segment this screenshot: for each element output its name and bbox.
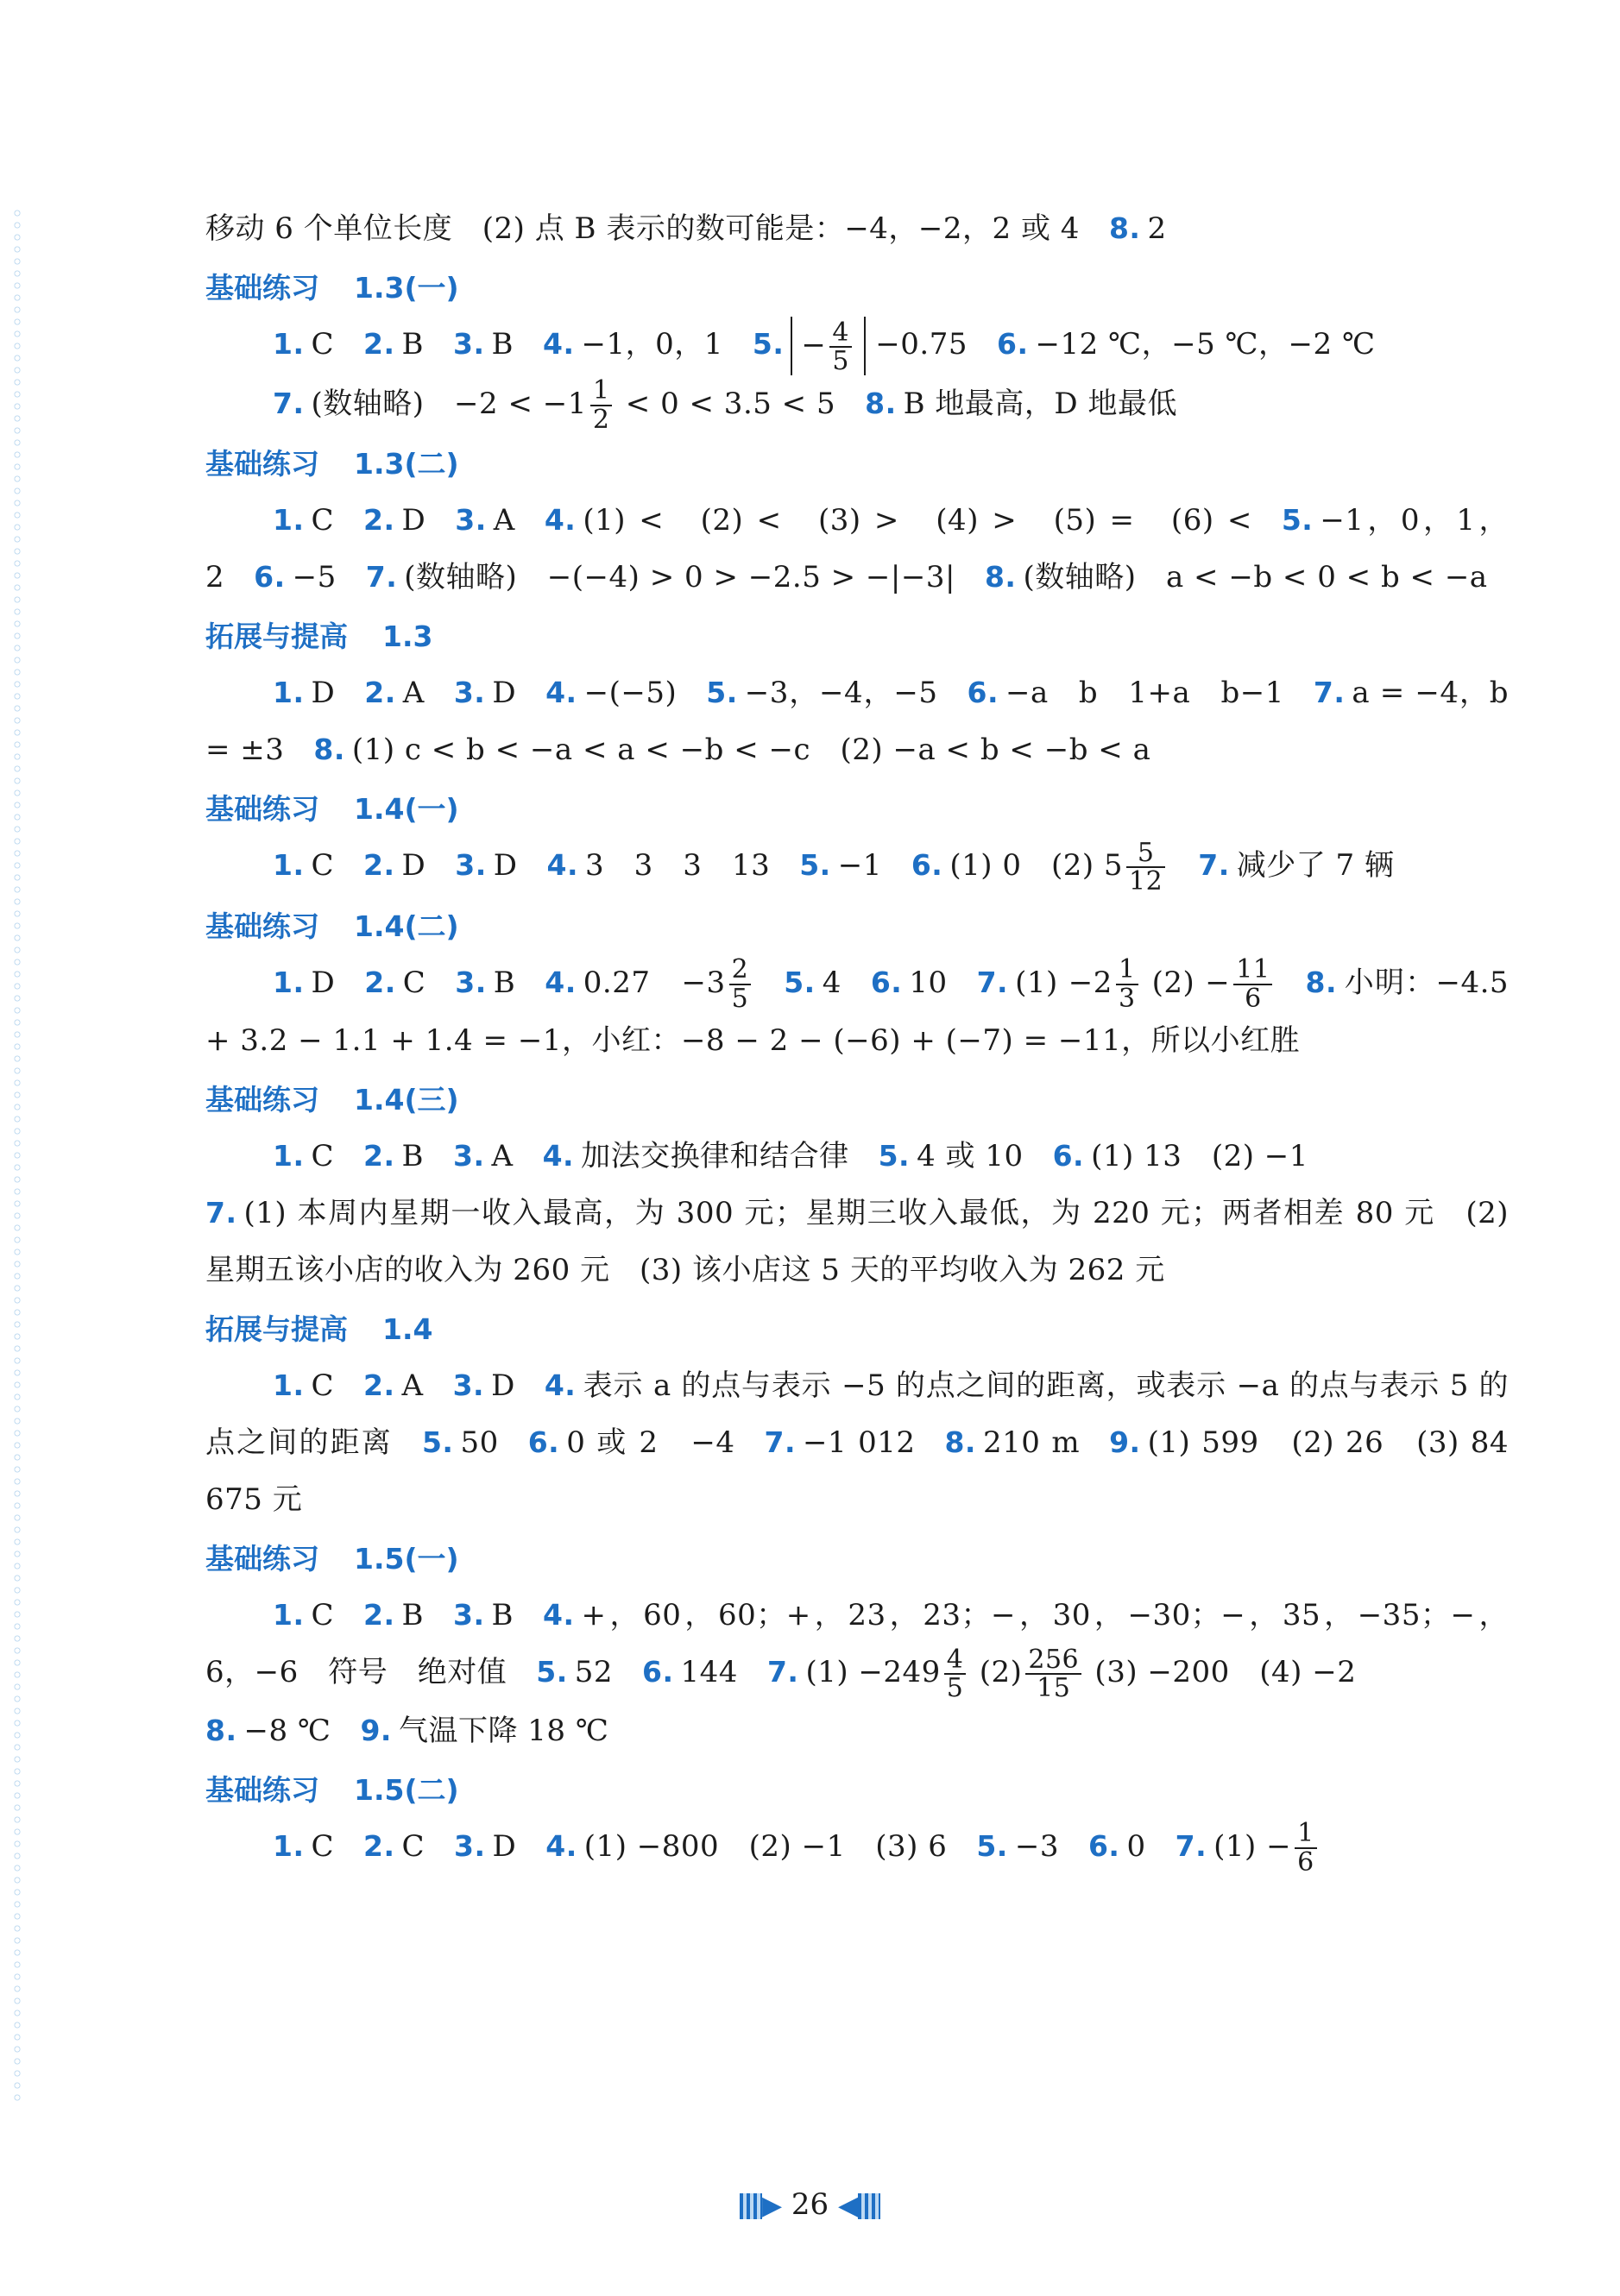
- answer-item: [363, 503, 425, 538]
- answer-text: −1，0，1: [581, 327, 723, 362]
- answer-text: −3: [1014, 1828, 1059, 1864]
- fraction-numerator: 2: [729, 956, 752, 985]
- left-bars-icon: [740, 2193, 762, 2219]
- question-number: 8.: [1305, 965, 1337, 999]
- answer-item: [360, 1714, 608, 1748]
- answer-text: (2) −: [1141, 965, 1231, 1000]
- question-number: 8.: [313, 733, 345, 767]
- answer-item: [1053, 1139, 1308, 1173]
- section-number: 1.3: [382, 620, 433, 654]
- question-number: 2.: [363, 1598, 395, 1632]
- question-number: 1.: [273, 676, 305, 710]
- answer-item: [453, 327, 514, 362]
- answer-text: 0.27 −3: [583, 965, 726, 1000]
- question-number: 7.: [976, 965, 1009, 999]
- question-number: 1.: [273, 965, 305, 999]
- question-number: 1.: [273, 1368, 305, 1403]
- answer-paragraph: [205, 1587, 1509, 1702]
- answer-paragraph: [205, 1128, 1509, 1185]
- answer-item: [454, 676, 516, 710]
- section-heading: [205, 267, 1509, 309]
- section-title: 拓展与提高: [205, 620, 348, 654]
- answer-text: D: [401, 848, 426, 884]
- question-number: 7.: [273, 386, 305, 420]
- page-number: 26: [791, 2187, 829, 2222]
- answer-item: [205, 1714, 331, 1748]
- answer-text: (1) −249: [805, 1655, 941, 1690]
- answer-item: [363, 1829, 425, 1864]
- answer-text: (1) < (2) < (3) > (4) > (5) = (6) <: [583, 503, 1252, 538]
- answer-item: [985, 560, 1488, 594]
- answer-text: D: [493, 848, 518, 884]
- question-number: 2.: [363, 848, 395, 883]
- answer-item: [455, 503, 515, 538]
- question-number: 5.: [752, 327, 785, 361]
- question-number: 6.: [1087, 1828, 1120, 1863]
- answer-text: (1) c < b < −a < a < −b < −c (2) −a < b < −b < a: [351, 733, 1151, 768]
- answer-text: B: [401, 1139, 425, 1174]
- question-number: 2.: [364, 965, 396, 999]
- right-arrow-icon: ▶: [761, 2191, 783, 2221]
- answer-item: [528, 1425, 735, 1460]
- answer-item: [545, 1829, 947, 1864]
- answer-item: [1198, 848, 1394, 883]
- fraction-denominator: 5: [731, 983, 749, 1014]
- fraction-numerator: 4: [829, 319, 852, 349]
- answer-item: [976, 954, 1276, 1014]
- fraction-denominator: 6: [1297, 1846, 1314, 1878]
- answer-text: 0 或 2 −4: [566, 1425, 735, 1461]
- fraction: [1233, 956, 1272, 1012]
- answer-item: [364, 676, 425, 710]
- answer-item: [273, 1829, 334, 1864]
- answer-item: [273, 327, 334, 362]
- question-number: 3.: [455, 503, 487, 538]
- question-number: 1.: [273, 1139, 305, 1173]
- answer-text: (1) −2: [1015, 965, 1113, 1000]
- answer-text: −1: [837, 848, 882, 884]
- answer-text: (1) 本周内星期一收入最高，为 300 元；星期三收入最低，为 220 元；两者相差 80 元 (2) 星期五该小店的收入为 260 元 (3) 该小店这 5 天的平均收入为 262 元: [205, 1196, 1509, 1288]
- answer-text: D: [311, 676, 336, 711]
- answer-item: [545, 503, 1252, 538]
- answer-text: C: [311, 1139, 335, 1174]
- question-number: 2.: [363, 1139, 395, 1173]
- answer-item: [944, 1425, 1080, 1460]
- answer-paragraph: [205, 375, 1509, 434]
- question-number: 5.: [1281, 503, 1314, 538]
- answer-text: −5: [292, 560, 337, 595]
- question-number: 7.: [205, 1196, 237, 1230]
- answer-text: (数轴略) −(−4) > 0 > −2.5 > −|−3|: [404, 560, 955, 595]
- answer-item: [455, 966, 515, 1000]
- answer-item: [1109, 211, 1167, 246]
- section-title: 基础练习: [205, 1772, 319, 1807]
- answer-text: < 0 < 3.5 < 5: [615, 386, 836, 421]
- answer-text: B: [491, 327, 514, 362]
- answer-item: [366, 560, 955, 594]
- answer-text: 52: [574, 1655, 614, 1690]
- question-number: 7.: [766, 1655, 799, 1689]
- question-number: 7.: [1198, 848, 1230, 883]
- answer-paragraph: [205, 1357, 1509, 1528]
- answer-text: (1) 0 (2) 5: [949, 848, 1124, 884]
- answer-item: [453, 1139, 514, 1173]
- fraction-numerator: 1: [1295, 1820, 1317, 1849]
- answer-text: C: [311, 848, 335, 884]
- answer-item: [363, 1368, 424, 1403]
- answer-text: 3 3 3 13: [585, 848, 771, 884]
- section-heading: [205, 616, 1509, 657]
- section-heading: [205, 1538, 1509, 1580]
- question-number: 1.: [273, 1598, 305, 1632]
- question-number: 6.: [254, 560, 286, 594]
- answer-text: 0: [1126, 1828, 1146, 1864]
- answer-text: +，60，60；+，23，23；−，30，−30；−，35，−35；−，6，−6 符号 绝对值: [205, 1598, 1509, 1690]
- answer-item: [545, 954, 754, 1014]
- section-title: 拓展与提高: [205, 1312, 348, 1347]
- question-number: 4.: [544, 1368, 577, 1403]
- question-number: 1.: [273, 848, 305, 883]
- answer-text: −1 012: [802, 1425, 916, 1461]
- answer-item: [273, 848, 334, 883]
- answer-item: [363, 848, 425, 883]
- fraction-denominator: 6: [1245, 983, 1262, 1014]
- answer-text: 减少了 7 辆: [1236, 848, 1395, 884]
- answer-text: 表示 a 的点与表示 −5 的点之间的距离，或表示 −a 的点与表示 5 的点之间的距离: [205, 1368, 1509, 1461]
- fraction: [729, 956, 752, 1012]
- section-number: 1.3(一): [354, 271, 459, 305]
- answer-paragraph: [205, 1818, 1509, 1877]
- question-number: 7.: [764, 1425, 796, 1460]
- answer-text: (数轴略) a < −b < 0 < b < −a: [1023, 560, 1488, 595]
- question-number: 6.: [870, 965, 903, 999]
- fraction: [944, 1646, 967, 1702]
- answer-text: (数轴略) −2 < −1: [311, 386, 587, 421]
- answer-text: D: [401, 503, 426, 538]
- question-number: 4.: [542, 1139, 575, 1173]
- fraction: [1116, 956, 1138, 1012]
- answer-text: 144: [680, 1655, 738, 1690]
- question-number: 6.: [527, 1425, 560, 1460]
- answer-text: (1) 13 (2) −1: [1091, 1139, 1308, 1174]
- answer-item: [865, 387, 1177, 421]
- answer-text: (2): [969, 1655, 1023, 1690]
- section-heading: [205, 1309, 1509, 1350]
- section-number: 1.5(二): [354, 1772, 459, 1807]
- answer-text: D: [491, 1368, 515, 1404]
- question-number: 4.: [545, 965, 577, 999]
- question-number: 3.: [452, 1368, 485, 1403]
- answer-item: [911, 837, 1169, 897]
- answer-text: A: [493, 503, 515, 538]
- answer-item: [273, 676, 335, 710]
- answer-text: B 地最高，D 地最低: [903, 386, 1177, 421]
- fraction-denominator: 5: [946, 1673, 964, 1704]
- answer-text: (1) 599 (2) 26 (3) 84 675 元: [205, 1425, 1509, 1518]
- binding-edge-decoration: [12, 207, 22, 2105]
- answer-text: 210 m: [982, 1425, 1081, 1461]
- section-title: 基础练习: [205, 792, 319, 827]
- answer-text: 4 或 10: [917, 1139, 1024, 1174]
- section-number: 1.5(一): [354, 1542, 459, 1576]
- fraction: [1126, 837, 1165, 897]
- section-title: 基础练习: [205, 1542, 319, 1576]
- answer-text: 加法交换律和结合律: [581, 1139, 849, 1174]
- question-number: 5.: [784, 965, 816, 999]
- answer-item: [273, 1139, 334, 1173]
- fraction-denominator: 5: [832, 346, 849, 377]
- answer-text: 气温下降 18 ℃: [398, 1713, 609, 1748]
- answer-text: A: [401, 1368, 424, 1404]
- answer-item: [879, 1139, 1024, 1173]
- fraction-denominator: 15: [1037, 1673, 1071, 1704]
- answer-text: C: [311, 1598, 335, 1633]
- question-number: 2.: [363, 327, 395, 361]
- fraction-numerator: 1: [590, 377, 613, 406]
- question-number: 6.: [967, 676, 999, 710]
- answer-item: [273, 1598, 334, 1632]
- answer-text: (1) −800 (2) −1 (3) 6: [583, 1828, 948, 1864]
- answer-text: 4: [822, 965, 842, 1000]
- fraction-numerator: 4: [944, 1646, 967, 1676]
- question-number: 2.: [363, 503, 395, 538]
- answer-item: [363, 327, 424, 362]
- answer-text: B: [401, 327, 425, 362]
- answer-item: [363, 1598, 424, 1632]
- answer-item: [453, 1368, 515, 1403]
- page-footer: [0, 2183, 1620, 2226]
- question-number: 4.: [545, 1828, 577, 1863]
- question-number: 5.: [706, 676, 738, 710]
- section-title: 基础练习: [205, 1083, 319, 1117]
- question-number: 8.: [205, 1713, 237, 1747]
- answer-paragraph: [205, 1702, 1509, 1759]
- answer-text: a = −4，b = ±3: [205, 676, 1509, 768]
- fraction-denominator: 3: [1118, 983, 1136, 1014]
- section-heading: [205, 1770, 1509, 1811]
- question-number: 8.: [944, 1425, 976, 1460]
- absolute-value: [791, 317, 866, 375]
- answer-item: [799, 848, 882, 883]
- section-heading: [205, 1079, 1509, 1121]
- answer-item: [967, 676, 1283, 710]
- answer-item: [543, 1139, 849, 1173]
- question-number: 3.: [455, 965, 487, 999]
- question-number: 5.: [878, 1139, 911, 1173]
- fraction: [1025, 1646, 1081, 1702]
- answer-paragraph: [205, 316, 1509, 375]
- question-number: 7.: [365, 560, 398, 594]
- fraction: [829, 319, 852, 375]
- section-number: 1.4(三): [354, 1083, 459, 1117]
- answer-item: [205, 211, 1080, 246]
- question-number: 2.: [363, 1828, 395, 1863]
- answer-text: −0.75: [866, 327, 968, 362]
- answer-item: [273, 966, 335, 1000]
- answer-item: [363, 1139, 424, 1173]
- answer-item: [454, 1829, 516, 1864]
- question-number: 3.: [453, 676, 486, 710]
- answer-text: D: [311, 965, 336, 1000]
- section-number: 1.4(二): [354, 909, 459, 943]
- question-number: 4.: [546, 848, 579, 883]
- section-title: 基础练习: [205, 271, 319, 305]
- question-number: 1.: [273, 503, 305, 538]
- answer-text: B: [493, 965, 516, 1000]
- fraction: [1295, 1820, 1317, 1876]
- answer-item: [536, 1655, 613, 1689]
- answer-item: [364, 966, 425, 1000]
- answer-paragraph: [205, 837, 1509, 896]
- answer-text: 10: [909, 965, 948, 1000]
- answer-item: [453, 1598, 514, 1632]
- section-title: 基础练习: [205, 909, 319, 943]
- answer-item: [205, 1196, 1509, 1287]
- answer-text: C: [311, 327, 335, 362]
- fraction-numerator: 11: [1233, 956, 1272, 985]
- question-number: 9.: [360, 1713, 392, 1747]
- question-number: 6.: [997, 327, 1029, 361]
- question-number: 8.: [865, 386, 897, 420]
- answer-text: A: [491, 1139, 514, 1174]
- answer-paragraph: [205, 954, 1509, 1070]
- section-number: 1.4: [382, 1312, 433, 1347]
- answer-item: [871, 966, 948, 1000]
- answer-item: [273, 503, 334, 538]
- question-number: 2.: [364, 676, 396, 710]
- answer-text: C: [311, 1368, 335, 1404]
- answer-page: [205, 200, 1509, 1876]
- section-number: 1.4(一): [354, 792, 459, 827]
- question-number: 3.: [453, 327, 485, 361]
- answer-text: C: [401, 1828, 425, 1864]
- question-number: 5.: [421, 1425, 454, 1460]
- question-number: 5.: [976, 1828, 1008, 1863]
- answer-item: [422, 1425, 499, 1460]
- intro-paragraph: [205, 200, 1509, 257]
- question-number: 3.: [454, 1828, 486, 1863]
- answer-text: B: [401, 1598, 425, 1633]
- question-number: 5.: [799, 848, 831, 883]
- question-number: 9.: [1109, 1425, 1141, 1460]
- answer-text: −12 ℃，−5 ℃，−2 ℃: [1035, 327, 1376, 362]
- answer-text: C: [402, 965, 426, 1000]
- answer-text: A: [402, 676, 425, 711]
- answer-item: [997, 327, 1376, 362]
- answer-item: [706, 676, 937, 710]
- question-number: 4.: [543, 1598, 575, 1632]
- question-number: 7.: [1313, 676, 1346, 710]
- answer-text: C: [311, 503, 335, 538]
- answer-item: [784, 966, 842, 1000]
- question-number: 6.: [911, 848, 943, 883]
- answer-text: 移动 6 个单位长度 (2) 点 B 表示的数可能是：−4，−2，2 或 4: [205, 211, 1080, 246]
- answer-text: 小明：−4.5 + 3.2 − 1.1 + 1.4 = −1，小红：−8 − 2 − (−6) + (−7) = −11，所以小红胜: [205, 965, 1510, 1059]
- section-title: 基础练习: [205, 447, 319, 481]
- fraction: [590, 377, 613, 433]
- answer-item: [752, 317, 968, 377]
- question-number: 4.: [543, 327, 575, 361]
- question-number: 8.: [1108, 211, 1141, 245]
- answer-item: [1175, 1818, 1321, 1878]
- answer-item: [976, 1829, 1059, 1864]
- question-number: 8.: [984, 560, 1017, 594]
- right-bars-icon: [858, 2193, 880, 2219]
- answer-text: −3，−4，−5: [744, 676, 938, 711]
- question-number: 4.: [544, 503, 577, 538]
- question-number: 4.: [545, 676, 577, 710]
- section-heading: [205, 789, 1509, 830]
- question-number: 5.: [536, 1655, 568, 1689]
- question-number: 3.: [453, 1598, 485, 1632]
- answer-text: −: [801, 328, 827, 363]
- fraction-denominator: 12: [1129, 866, 1163, 897]
- section-heading: [205, 443, 1509, 485]
- answer-text: D: [492, 676, 517, 711]
- question-number: 6.: [1052, 1139, 1085, 1173]
- answer-item: [1088, 1829, 1146, 1864]
- answer-text: −a b 1+a b−1: [1005, 676, 1284, 711]
- answer-item: [455, 848, 517, 883]
- question-number: 1.: [273, 327, 305, 361]
- answer-item: [543, 327, 723, 362]
- fraction-numerator: 5: [1126, 840, 1165, 869]
- answer-text: (1) −: [1213, 1828, 1292, 1864]
- answer-text: 2: [1147, 211, 1167, 246]
- answer-text: 50: [460, 1425, 499, 1461]
- question-number: 7.: [1175, 1828, 1207, 1863]
- answer-text: C: [311, 1828, 335, 1864]
- fraction-numerator: 1: [1116, 956, 1138, 985]
- answer-text: (3) −200 (4) −2: [1085, 1655, 1357, 1690]
- answer-paragraph: [205, 664, 1509, 778]
- answer-paragraph: [205, 492, 1509, 606]
- answer-paragraph: [205, 1185, 1509, 1299]
- answer-item: [273, 1368, 334, 1403]
- answer-item: [642, 1655, 738, 1689]
- answer-text: B: [491, 1598, 514, 1633]
- question-number: 3.: [453, 1139, 485, 1173]
- answer-item: [254, 560, 337, 594]
- question-number: 2.: [363, 1368, 395, 1403]
- answer-text: −8 ℃: [243, 1713, 331, 1748]
- answer-item: [766, 1644, 1357, 1704]
- answer-item: [547, 848, 771, 883]
- answer-text: −(−5): [583, 676, 678, 711]
- fraction-denominator: 2: [592, 404, 610, 435]
- left-arrow-icon: ◀: [837, 2191, 859, 2221]
- answer-item: [764, 1425, 915, 1460]
- answer-text: D: [492, 1828, 517, 1864]
- answer-item: [313, 733, 1150, 767]
- section-number: 1.3(二): [354, 447, 459, 481]
- question-number: 6.: [642, 1655, 674, 1689]
- section-heading: [205, 906, 1509, 947]
- answer-text: −1，0，1，2: [205, 503, 1509, 595]
- question-number: 3.: [455, 848, 487, 883]
- fraction-numerator: 256: [1025, 1646, 1081, 1676]
- answer-item: [545, 676, 677, 710]
- answer-item: [273, 375, 836, 435]
- question-number: 1.: [273, 1828, 305, 1863]
